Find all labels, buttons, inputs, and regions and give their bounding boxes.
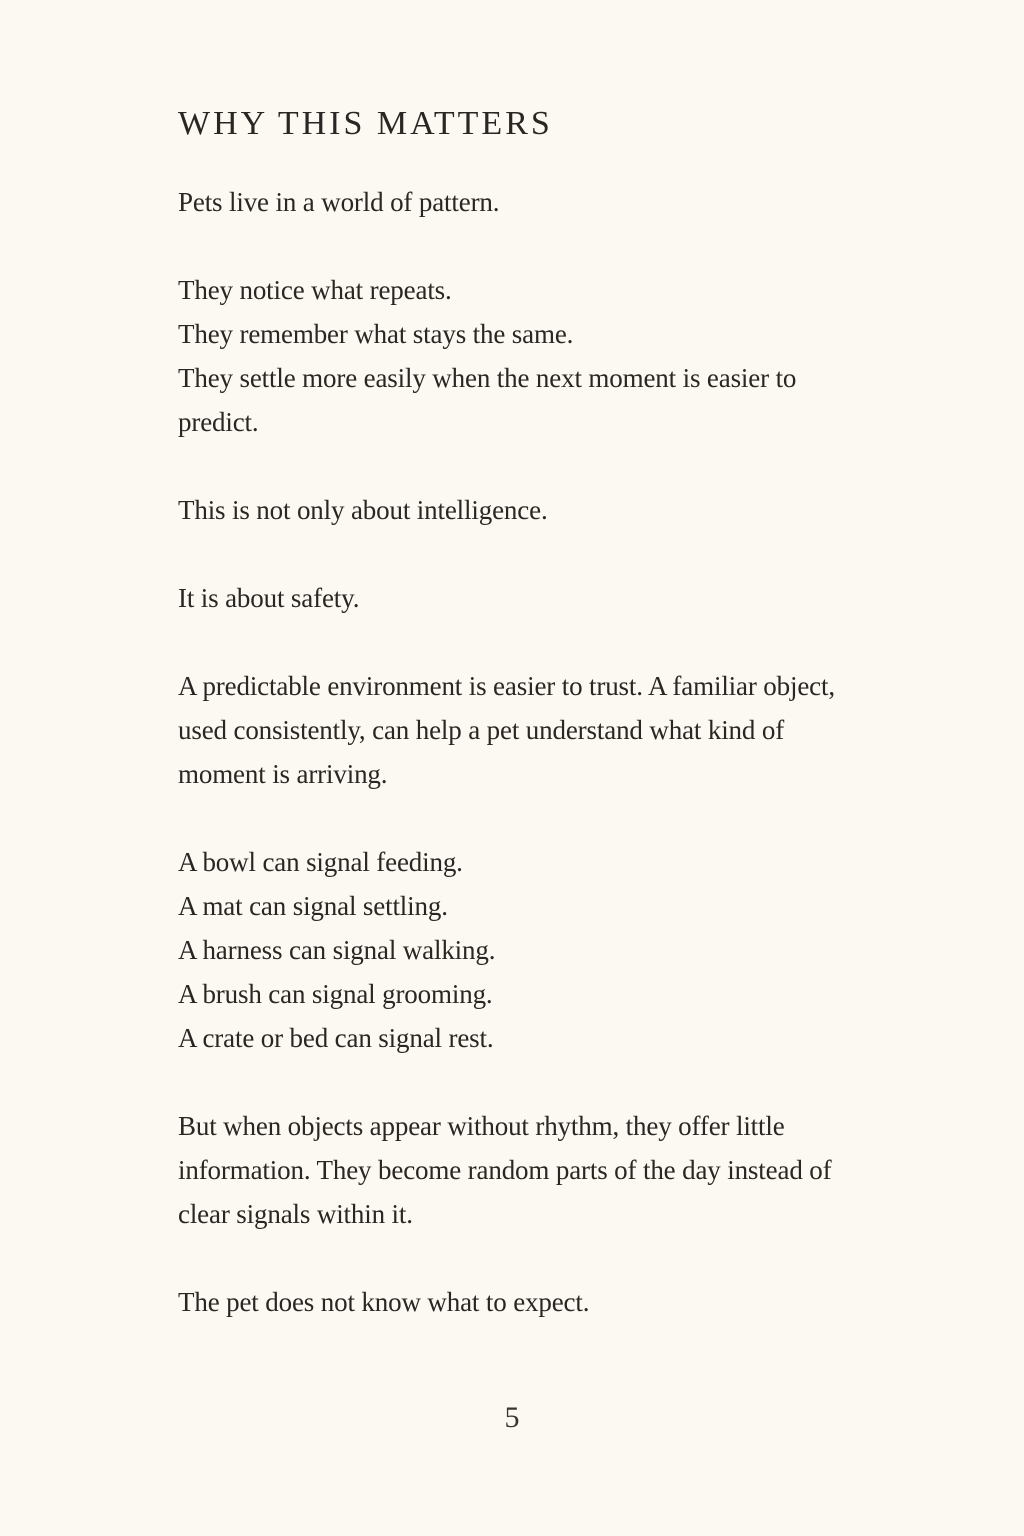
text-line: A bowl can signal feeding. [178, 847, 463, 877]
page-number: 5 [504, 1401, 520, 1434]
text-line: A crate or bed can signal rest. [178, 1023, 494, 1053]
text-line: Pets live in a world of pattern. [178, 187, 500, 217]
page-content [178, 104, 858, 1368]
text-line: The pet does not know what to expect. [178, 1287, 590, 1317]
text-line: A mat can signal settling. [178, 891, 448, 921]
text-line: They notice what repeats. [178, 275, 452, 305]
text-line: A brush can signal grooming. [178, 979, 493, 1009]
text-line: A harness can signal walking. [178, 935, 496, 965]
paragraph-7 [178, 1104, 858, 1236]
text-line: They remember what stays the same. [178, 319, 574, 349]
paragraph-6 [178, 840, 858, 1060]
paragraph-4 [178, 576, 858, 620]
text-line: But when objects appear without rhythm, they offer little information. They become random parts of the day instead of clear signals within it. [178, 1111, 832, 1229]
paragraph-3 [178, 488, 858, 532]
paragraph-1 [178, 180, 858, 224]
paragraph-8 [178, 1280, 858, 1324]
text-line: This is not only about intelligence. [178, 495, 548, 525]
paragraph-2 [178, 268, 858, 444]
text-line: It is about safety. [178, 583, 360, 613]
paragraph-5 [178, 664, 858, 796]
text-line: They settle more easily when the next moment is easier to predict. [178, 363, 797, 437]
text-line: A predictable environment is easier to trust. A familiar object, used consistently, can help a pet understand what kind of moment is arriving. [178, 671, 835, 789]
section-heading: WHY THIS MATTERS [178, 105, 553, 142]
